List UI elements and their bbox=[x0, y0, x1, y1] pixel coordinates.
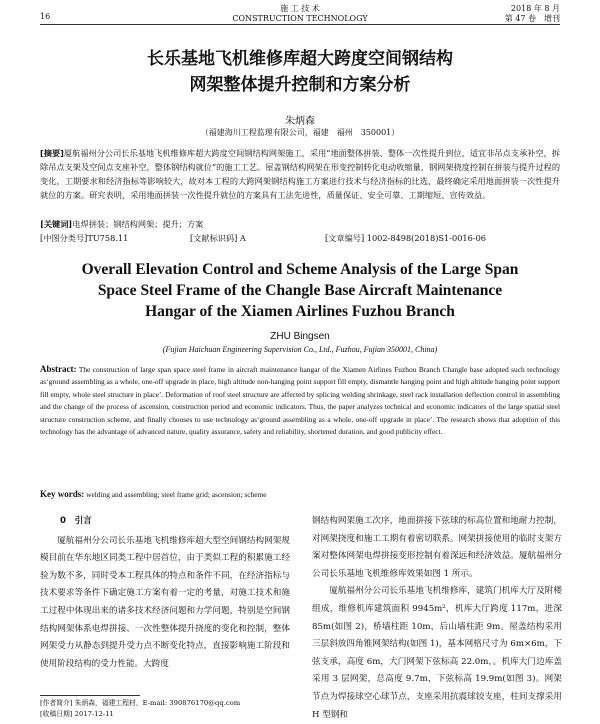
body-paragraph: 厦航福州分公司长乐基地飞机维修库，建筑门机库大厅及附楼组成，维修机库建筑面积 9945m²，机库大厅跨度 117m，进深 85m(如图 2)，桥墙柱距 10m，后山墙柱距 9m。屋盖结构采用三层斜放四角锥网架结构(如图 1)，基本网格尺寸为 6m×6m，下弦支承，高度 6m，大门网架下弦标高 22.0m，。机库大门边库盖采用 3 层网架，总高度 9.7m，下弦标高 19.9m(如图 3)。网架节点为焊接球空心球节点，支座采用抗震球铰支座，柱间支撑采用 H 型钢和 bbox=[312, 586, 562, 720]
keywords-en-text: welding and assembling; steel frame grid; ascension; scheme bbox=[86, 490, 267, 499]
affiliation-en: (Fujian Haichuan Engineering Supervision Co., Ltd., Fuzhou, Fujian 350001, China) bbox=[162, 345, 438, 354]
keywords-en bbox=[40, 489, 560, 499]
abstract-en bbox=[40, 363, 560, 438]
title-cn bbox=[40, 46, 560, 98]
running-header bbox=[40, 4, 560, 26]
journal-name-en: CONSTRUCTION TECHNOLOGY bbox=[232, 14, 368, 23]
author-en: ZHU Bingsen bbox=[270, 331, 330, 342]
abstract-en-label: Abstract: bbox=[40, 364, 77, 374]
title-en-line-3: Hangar of the Xiamen Airlines Fuzhou Branch bbox=[145, 303, 455, 320]
volume-info: 第 47 卷 增刊 bbox=[504, 14, 560, 23]
title-cn-line-2: 网架整体提升控制和方案分析 bbox=[189, 75, 411, 95]
abstract-en-text: The construction of large span space steel frame in aircraft maintenance hangar of the Xiamen Airlines Fuzhou Branch Changle base adopted such technology as‘ground assembling as a whole, one-off upgrade in place, high altitude non-hanging point support fill empty, dismantle hanging point and high altitude hanging point support fill empty, whole steel structure in place’. Deformation of roof steel structure are affected by splicing welding shrinkage, steel rack installation deflection control in assembling and the change of the process of ascension, construction period and economic indicators. Thus, the paper analyzes technical and economic indicators of the large spatial steel structure construction scheme, and finally chooses to use technology as‘ground assembling as a whole, one-off upgrade in place’. The research shows that adoption of this technology has the advantage of advanced nature, quality assurance, safety and reliability, shortened duration, and good publicity effect. bbox=[40, 365, 560, 437]
header-rule bbox=[40, 24, 560, 25]
title-en bbox=[40, 259, 560, 322]
keywords-cn-label: [关键词] bbox=[40, 219, 73, 229]
footnote-author: [作者简介] 朱炳森，福建工程材，E-mail: 390876170@qq.com bbox=[40, 699, 241, 707]
keywords-cn bbox=[40, 219, 560, 230]
title-cn-line-1: 长乐基地飞机维修库超大跨度空间钢结构 bbox=[147, 49, 453, 69]
footnote bbox=[40, 698, 300, 720]
footnote-date: [收稿日期] 2017-12-11 bbox=[40, 710, 114, 718]
journal-name-cn: 施 工 技 术 bbox=[280, 4, 320, 13]
clc-number: [中图分类号]TU758.11 bbox=[40, 233, 129, 243]
abstract-cn-label: [摘要] bbox=[40, 148, 64, 158]
abstract-cn bbox=[40, 146, 560, 202]
footnote-rule bbox=[40, 695, 140, 696]
title-en-line-1: Overall Elevation Control and Scheme Analysis of the Large Span bbox=[81, 261, 519, 278]
article-number: [文章编号] 1002-8498(2018)S1-0016-06 bbox=[325, 233, 487, 243]
body-column-right bbox=[312, 513, 562, 724]
author-cn: 朱炳森 bbox=[285, 116, 315, 127]
body-paragraph-continued: 钢结构网架施工次序，地面拼接下弦球的标高位置和地耐力控制，对网架挠度和施工工期有着密切联系。网架拼接使用的临时支架方案对整体网架电焊拼接变形控制有着深远和经济效益。厦航福州分公司长乐基地飞机维修库效果如图 1 所示。 bbox=[312, 516, 562, 579]
body-column-left bbox=[40, 513, 290, 673]
section-heading: 0 引言 bbox=[60, 516, 92, 526]
abstract-cn-text: 厦航福州分公司长乐基地飞机维修库超大跨度空间钢结构网架施工，采用“地面整体拼装、整体一次性提升到位，适宜非吊点支承补空，拆除吊点支架及空间点支座补空，整体钢结构就位”的施工工艺。屋盖钢结构网架在形变控制转化电动收缩量，钢网架挠度控制在拼装与提升过程的变化，工期要求和经济指标等影响较大，故对本工程的大跨网架钢结构施工方案进行技术与经济指标的比选，最终确定采用地面拼装一次性提升就位的方案。研究表明，采用地面拼装一次性提升就位的方案具有工法先进性，质量保证、安全可靠、工期缩短、宣传效益。 bbox=[40, 148, 561, 200]
issue-date: 2018 年 8 月 bbox=[510, 4, 560, 13]
document-code: [文献标识码] A bbox=[190, 233, 246, 243]
body-paragraph: 厦航福州分公司长乐基地飞机维修库超大型空间钢结构网架规模目前在华东地区同类工程中居首位，由于类似工程的积累施工经验为数不多，同时受本工程具体的特点和条件不同，在经济指标与技术要求等条件下确定施工方案有着一定的考量，对施工技术和施工过程中体现出来的诸多技术经济问题和力学问题，特别是空间钢结构网架体系电焊拼接、一次性整体提升挠度的变化和控制，整体网架受力从静态到提升受力点不断变化特点，直接影响施工阶段和使用阶段结构的受力性能。大跨度 bbox=[40, 535, 290, 669]
page-number: 16 bbox=[40, 12, 51, 21]
keywords-en-label: Key words: bbox=[40, 489, 85, 499]
title-en-line-2: Space Steel Frame of the Changle Base Aircraft Maintenance bbox=[97, 282, 503, 299]
keywords-cn-text: 电焊拼装；钢结构网架；提升；方案 bbox=[72, 219, 204, 229]
affiliation-cn: （福建海川工程监理有限公司，福建 福州 350001） bbox=[200, 128, 400, 137]
